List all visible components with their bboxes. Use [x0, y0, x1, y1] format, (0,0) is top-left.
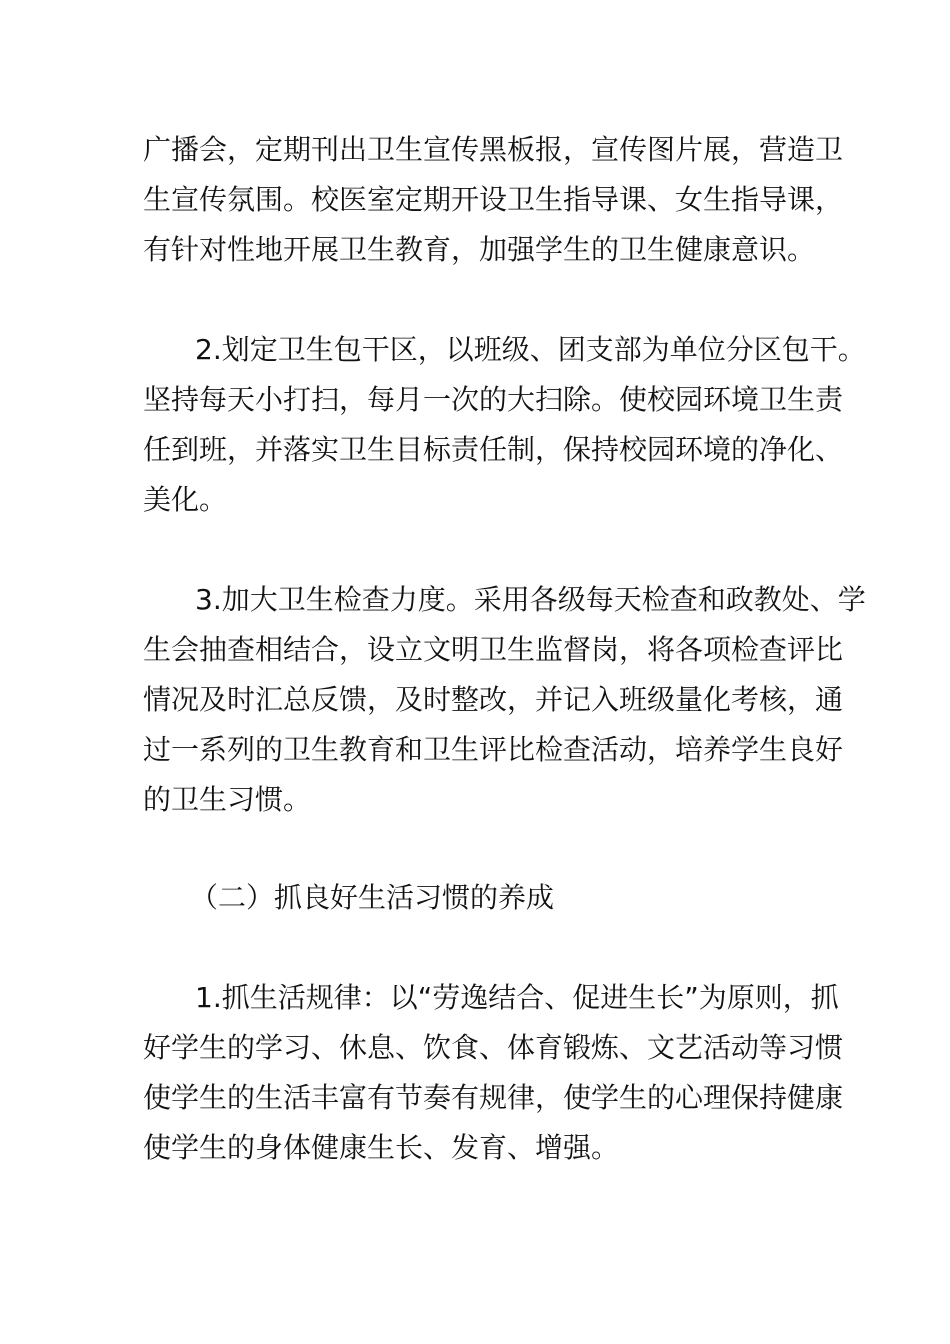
section-heading: （二）抓良好生活习惯的养成 — [190, 881, 555, 914]
paragraph-3-line-5: 的卫生习惯。 — [143, 783, 312, 816]
paragraph-3-line-4: 过一系列的卫生教育和卫生评比检查活动，培养学生良好 — [143, 733, 844, 766]
paragraph-1-line-3: 有针对性地开展卫生教育，加强学生的卫生健康意识。 — [143, 233, 816, 266]
paragraph-4-line-4: 使学生的身体健康生长、发育、增强。 — [143, 1131, 620, 1164]
paragraph-2-line-4: 美化。 — [143, 483, 228, 516]
paragraph-4-line-2: 好学生的学习、休息、饮食、体育锻炼、文艺活动等习惯 — [143, 1031, 844, 1064]
paragraph-2-line-1: 2.划定卫生包干区，以班级、团支部为单位分区包干。 — [195, 333, 866, 366]
paragraph-3-line-2: 生会抽查相结合，设立文明卫生监督岗，将各项检查评比 — [143, 633, 844, 666]
paragraph-3-line-1: 3.加大卫生检查力度。采用各级每天检查和政教处、学 — [195, 583, 866, 616]
paragraph-2-line-3: 任到班，并落实卫生目标责任制，保持校园环境的净化、 — [143, 433, 844, 466]
paragraph-1-line-2: 生宣传氛围。校医室定期开设卫生指导课、女生指导课， — [143, 183, 844, 216]
paragraph-2-line-2: 坚持每天小打扫，每月一次的大扫除。使校园环境卫生责 — [143, 383, 844, 416]
paragraph-1-line-1: 广播会，定期刊出卫生宣传黑板报，宣传图片展，营造卫 — [143, 133, 844, 166]
paragraph-4-line-3: 使学生的生活丰富有节奏有规律，使学生的心理保持健康 — [143, 1081, 844, 1114]
paragraph-3-line-3: 情况及时汇总反馈，及时整改，并记入班级量化考核，通 — [143, 683, 844, 716]
paragraph-4-line-1: 1.抓生活规律：以“劳逸结合、促进生长”为原则，抓 — [195, 981, 839, 1014]
